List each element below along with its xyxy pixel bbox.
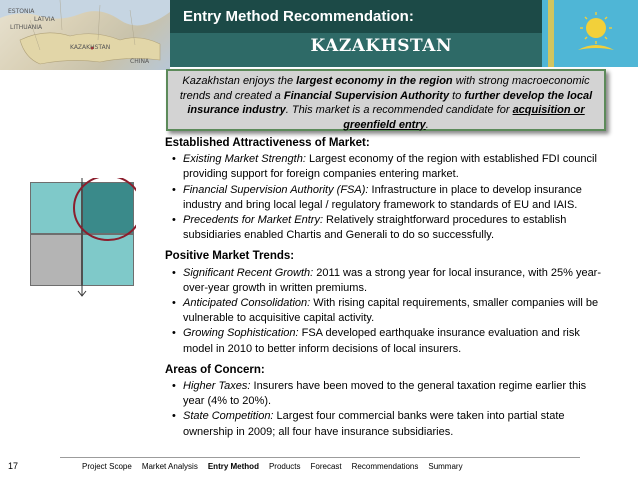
bullet-lead: Significant Recent Growth: — [183, 266, 314, 279]
section-trends — [165, 249, 605, 356]
map-label: ESTONIA — [8, 8, 35, 15]
bullet-lead: Higher Taxes: — [183, 380, 251, 393]
summary-emphasis: largest economy in the region — [296, 75, 453, 87]
nav-item-recommendations[interactable]: Recommendations — [351, 462, 419, 471]
list-item — [169, 183, 605, 213]
section-concerns — [165, 363, 605, 440]
section-attractiveness — [165, 136, 605, 243]
nav-item-summary[interactable]: Summary — [428, 462, 463, 471]
bullet-lead: Precedents for Market Entry: — [183, 214, 323, 227]
summary-emphasis: Financial Supervision Authority — [283, 89, 450, 102]
list-item — [169, 409, 605, 439]
nav-item-products[interactable]: Products — [268, 462, 301, 471]
bullet-text: Largest four commercial banks were taken into partial state ownership in 2009; all four have insurance subsidiaries. — [183, 410, 565, 438]
list-item — [169, 266, 605, 296]
footer-divider — [60, 457, 580, 458]
bullet-text: FSA developed earthquake insurance evaluation and risk model in 2010 to better inform decisions of local insurers. — [183, 327, 580, 355]
footer-nav — [82, 462, 463, 471]
summary-text: Kazakhstan enjoys the — [182, 75, 297, 87]
section-heading: Positive Market Trends: — [165, 250, 295, 263]
summary-text: . — [425, 118, 429, 131]
bullet-text: Largest economy of the region with established FDI council providing support for foreign companies entering market. — [183, 153, 597, 181]
bullet-lead: Financial Supervision Authority (FSA): — [183, 183, 369, 196]
bullet-lead: Anticipated Consolidation: — [183, 297, 311, 310]
map-label: KAZAKHSTAN — [70, 44, 111, 51]
section-heading: Established Attractiveness of Market: — [165, 137, 370, 149]
content-area — [165, 136, 605, 446]
nav-item-market-analysis[interactable]: Market Analysis — [141, 462, 198, 471]
bullet-lead: State Competition: — [183, 410, 274, 423]
matrix-overlay — [26, 178, 136, 298]
nav-item-entry-method[interactable]: Entry Method — [207, 462, 259, 471]
section-heading: Areas of Concern: — [165, 363, 265, 376]
list-item — [169, 213, 605, 243]
map-label: LATVIA — [34, 16, 55, 23]
summary-recommendation: acquisition or greenfield entry — [343, 104, 585, 131]
bullet-text: Infrastructure in place to develop insurance industry and bring local legal / regulatory framework to standards of EU and IAIS. — [183, 183, 582, 211]
entry-matrix — [26, 178, 136, 288]
page-title: Entry Method Recommendation: — [183, 8, 414, 25]
bullet-text: Relatively straightforward procedures to establish subsidiaries enabled Chartis and Generali to do so successfully. — [183, 214, 567, 242]
kazakhstan-flag-icon — [542, 0, 638, 67]
summary-text: . This market is a recommended candidate for — [285, 104, 513, 116]
summary-box — [166, 69, 606, 131]
bullet-text: Insurers have been moved to the general taxation regime earlier this year (4% to 20%). — [183, 380, 587, 408]
bullet-text: With rising capital requirements, smaller companies will be vulnerable to acquisitive capital activity. — [183, 297, 599, 325]
nav-item-project-scope[interactable]: Project Scope — [82, 462, 132, 471]
bullet-text: 2011 was a strong year for local insurance, with 25% year-over-year growth in written premiums. — [183, 266, 602, 294]
summary-text: with strong macroeconomic trends and created a — [179, 75, 590, 102]
map-label: LITHUANIA — [10, 24, 43, 31]
bullet-lead: Growing Sophistication: — [183, 327, 299, 340]
bullet-lead: Existing Market Strength: — [183, 153, 306, 166]
list-item — [169, 379, 605, 409]
footer — [0, 457, 638, 479]
region-map — [0, 0, 170, 70]
summary-text: to — [449, 89, 465, 102]
flag-emblem — [542, 0, 638, 67]
nav-item-forecast[interactable]: Forecast — [310, 462, 342, 471]
page-number: 17 — [8, 461, 19, 471]
list-item — [169, 326, 605, 356]
country-name: KAZAKHSTAN — [310, 36, 452, 56]
list-item — [169, 152, 605, 182]
list-item — [169, 296, 605, 326]
summary-emphasis: further develop the local insurance industry — [187, 89, 593, 116]
map-label: CHINA — [130, 58, 150, 65]
